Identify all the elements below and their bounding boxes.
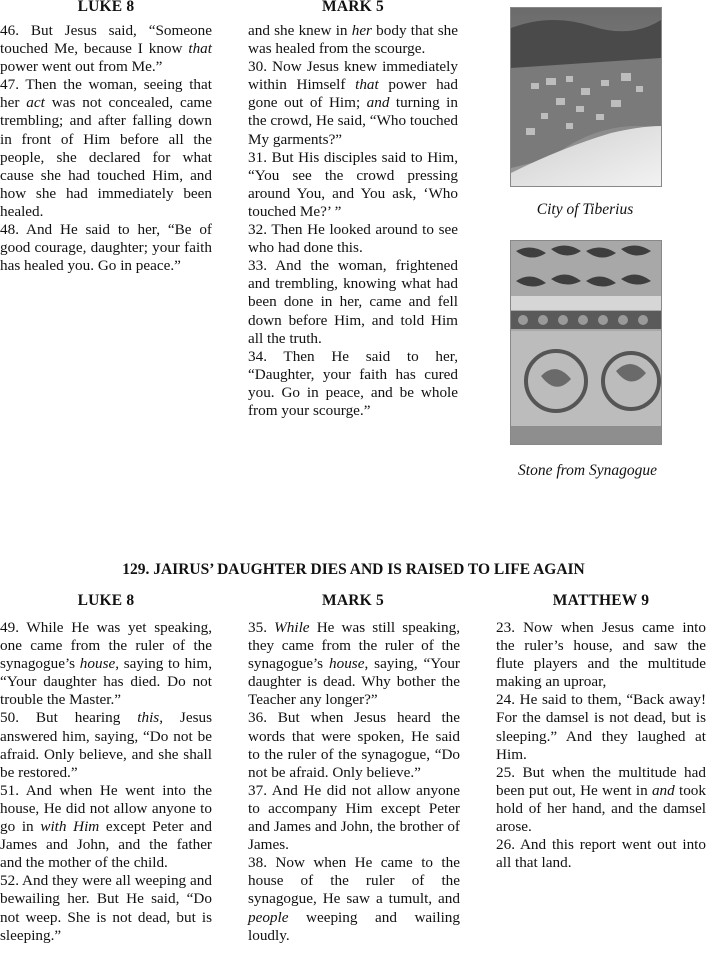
section-matthew-column [496, 619, 706, 872]
city-of-tiberius-caption: City of Tiberius [536, 201, 634, 218]
verse: 51. And when He went into the house, He did not allow anyone to go in with Him except Peter and James and John, and the father and the mother of the child. [0, 781, 212, 872]
section-title: 129. JAIRUS’ DAUGHTER DIES AND IS RAISED TO LIFE AGAIN [122, 561, 585, 578]
stone-from-synagogue-photo [510, 240, 662, 445]
section-header-mark: MARK 5 [322, 592, 384, 609]
section-header-matthew: MATTHEW 9 [552, 592, 650, 609]
verse: 23. Now when Jesus came into the ruler’s house, and saw the flute players and the multitude making an uproar, [496, 619, 706, 691]
verse: 50. But hearing this, Jesus answered him, saying, “Do not be afraid. Only believe, and she shall be restored.” [0, 709, 212, 781]
verse: 48. And He said to her, “Be of good courage, daughter; your faith has healed you. Go in peace.” [0, 221, 212, 275]
verse: 36. But when Jesus heard the words that were spoken, He said to the ruler of the synagogue, “Do not be afraid. Only believe.” [248, 709, 460, 781]
top-header-luke: LUKE 8 [77, 0, 135, 15]
verse: 49. While He was yet speaking, one came from the ruler of the synagogue’s house, saying to him, “Your daughter has died. Do not trouble the Master.” [0, 619, 212, 709]
city-photo-illustration [511, 8, 661, 186]
verse: 34. Then He said to her, “Daughter, your faith has cured you. Go in peace, and be whole from your scourge.” [248, 347, 458, 419]
verse: 24. He said to them, “Back away! For the damsel is not dead, but is sleeping.” And they laughed at Him. [496, 691, 706, 763]
verse: 25. But when the multitude had been put out, He went in and took hold of her hand, and the damsel arose. [496, 763, 706, 836]
stone-photo-illustration [511, 241, 661, 444]
verse: 35. While He was still speaking, they came from the ruler of the synagogue’s house, saying, “Your daughter is dead. Why bother the Teacher any longer?” [248, 619, 461, 709]
top-luke-column [0, 22, 212, 275]
verse: 32. Then He looked around to see who had done this. [248, 221, 458, 257]
verse: 52. And they were all weeping and bewailing her. But He said, “Do not weep. She is not dead, but is sleeping.” [0, 872, 212, 944]
section-mark-column [248, 619, 460, 945]
verse: 38. Now when He came to the house of the ruler of the synagogue, He saw a tumult, and people weeping and wailing loudly. [248, 854, 460, 944]
section-header-luke: LUKE 8 [77, 592, 135, 609]
section-luke-column [0, 619, 212, 945]
verse: 33. And the woman, frightened and trembling, knowing what had been done in her, came and fell down before Him, and told Him all the truth. [248, 257, 458, 347]
verse: 26. And this report went out into all that land. [496, 836, 706, 872]
verse: 31. But His disciples said to Him, “You see the crowd pressing around You, and You ask, ‘Who touched Me?’ ” [248, 148, 458, 220]
stone-from-synagogue-caption: Stone from Synagogue [518, 462, 657, 479]
city-of-tiberius-photo [510, 7, 662, 187]
verse: 47. Then the woman, seeing that her act was not concealed, came trembling; and after falling down in front of Him before all the people, she declared for what cause she had touched Him, and how she had immediately been healed. [0, 76, 212, 220]
verse: and she knew in her body that she was healed from the scourge. [248, 22, 458, 58]
top-mark-column [248, 22, 458, 420]
verse: 46. But Jesus said, “Someone touched Me, because I know that power went out from Me.” [0, 22, 212, 76]
verse: 30. Now Jesus knew immediately within Himself that power had gone out of Him; and turning in the crowd, He said, “Who touched My garments?” [248, 58, 458, 148]
top-header-mark: MARK 5 [322, 0, 384, 15]
verse: 37. And He did not allow anyone to accompany Him except Peter and James and John, the brother of James. [248, 781, 460, 854]
